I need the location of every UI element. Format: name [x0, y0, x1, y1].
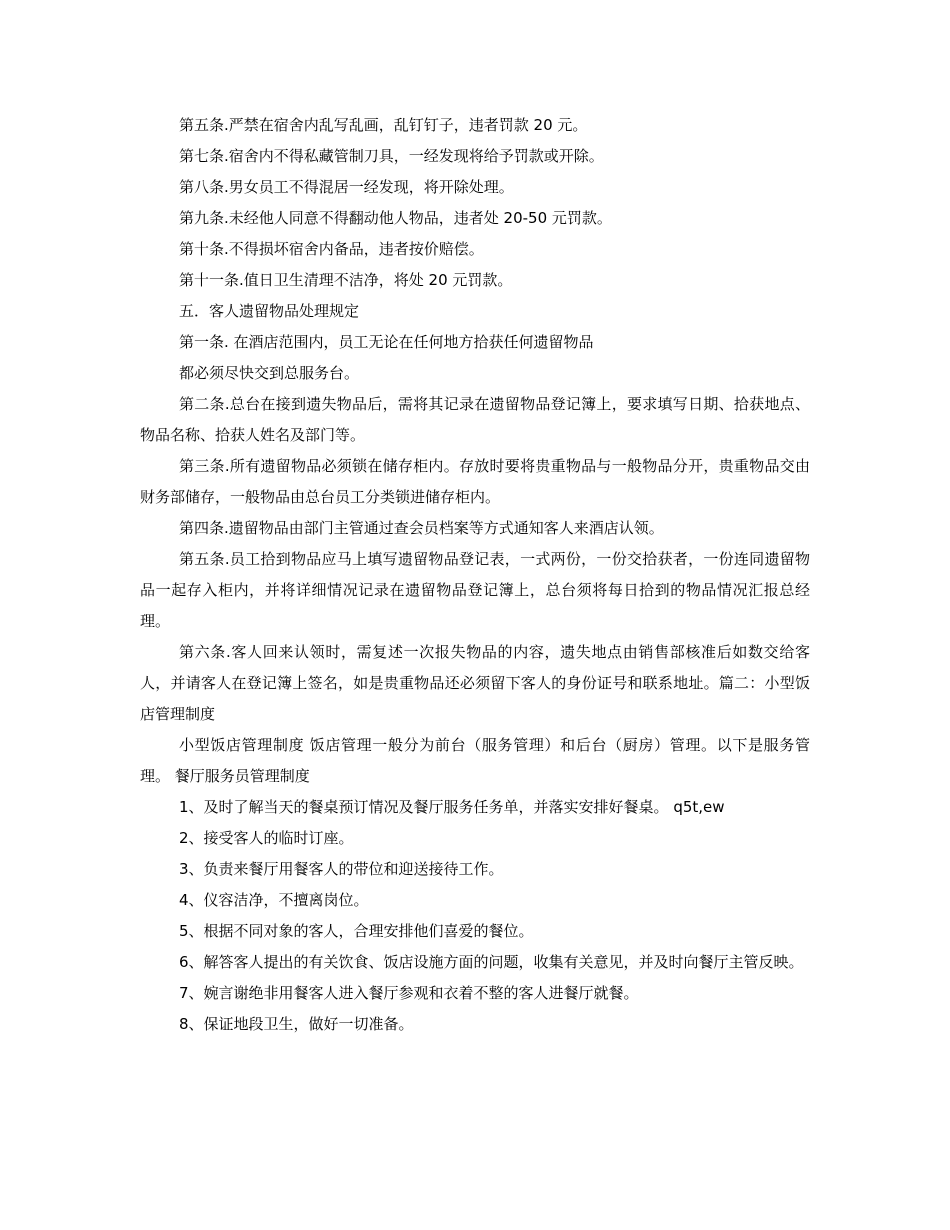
- list-item-8: 8、保证地段卫生，做好一切准备。: [179, 1015, 414, 1033]
- paragraph-dormitory-rule-5: 第五条.严禁在宿舍内乱写乱画，乱钉钉子，违者罚款 20 元。: [179, 116, 588, 134]
- list-item-7: 7、婉言谢绝非用餐客人进入餐厅参观和衣着不整的客人进餐厅就餐。: [179, 984, 639, 1002]
- list-item-2: 2、接受客人的临时订座。: [179, 829, 354, 847]
- section-heading-lost-items: 五．客人遗留物品处理规定: [179, 302, 360, 320]
- paragraph-dormitory-rule-9: 第九条.未经他人同意不得翻动他人物品，违者处 20-50 元罚款。: [179, 209, 612, 227]
- paragraph-lost-items-rule-1: 第一条. 在酒店范围内，员工无论在任何地方拾获任何遗留物品: [179, 333, 594, 351]
- document-body: [140, 110, 810, 1040]
- paragraph-dormitory-rule-8: 第八条.男女员工不得混居一经发现，将开除处理。: [179, 178, 514, 196]
- list-item-1: 1、及时了解当天的餐桌预订情况及餐厅服务任务单，并落实安排好餐桌。 q5t,ew: [179, 798, 725, 816]
- paragraph-lost-items-rule-5: 第五条.员工拾到物品应马上填写遗留物品登记表，一式两份，一份交拾获者，一份连同遗留物品一起存入柜内，并将详细情况记录在遗留物品登记簿上，总台须将每日拾到的物品情况汇报总经理。: [140, 550, 810, 630]
- paragraph-lost-items-rule-4: 第四条.遗留物品由部门主管通过查会员档案等方式通知客人来酒店认领。: [179, 519, 664, 537]
- paragraph-lost-items-rule-1-cont: 都必须尽快交到总服务台。: [179, 364, 360, 382]
- paragraph-lost-items-rule-3: 第三条.所有遗留物品必须锁在储存柜内。存放时要将贵重物品与一般物品分开，贵重物品交由财务部储存，一般物品由总台员工分类锁进储存柜内。: [140, 457, 810, 506]
- paragraph-dormitory-rule-7: 第七条.宿舍内不得私藏管制刀具，一经发现将给予罚款或开除。: [179, 147, 604, 165]
- paragraph-lost-items-rule-2: 第二条.总台在接到遗失物品后，需将其记录在遗留物品登记簿上，要求填写日期、拾获地点、物品名称、拾获人姓名及部门等。: [140, 395, 810, 444]
- paragraph-dormitory-rule-10: 第十条.不得损坏宿舍内备品，违者按价赔偿。: [179, 240, 484, 258]
- paragraph-dormitory-rule-11: 第十一条.值日卫生清理不洁净，将处 20 元罚款。: [179, 271, 513, 289]
- paragraph-restaurant-intro: 小型饭店管理制度 饭店管理一般分为前台（服务管理）和后台（厨房）管理。以下是服务管理。 餐厅服务员管理制度: [140, 736, 810, 785]
- list-item-4: 4、仪容洁净，不擅离岗位。: [179, 891, 369, 909]
- list-item-3: 3、负责来餐厅用餐客人的带位和迎送接待工作。: [179, 860, 504, 878]
- list-item-5: 5、根据不同对象的客人，合理安排他们喜爱的餐位。: [179, 922, 534, 940]
- list-item-6: 6、解答客人提出的有关饮食、饭店设施方面的问题，收集有关意见，并及时向餐厅主管反映。: [179, 953, 804, 971]
- paragraph-lost-items-rule-6: 第六条.客人回来认领时，需复述一次报失物品的内容，遗失地点由销售部核准后如数交给客人，并请客人在登记簿上签名，如是贵重物品还必须留下客人的身份证号和联系地址。篇二：小型饭店管理制度: [140, 643, 810, 723]
